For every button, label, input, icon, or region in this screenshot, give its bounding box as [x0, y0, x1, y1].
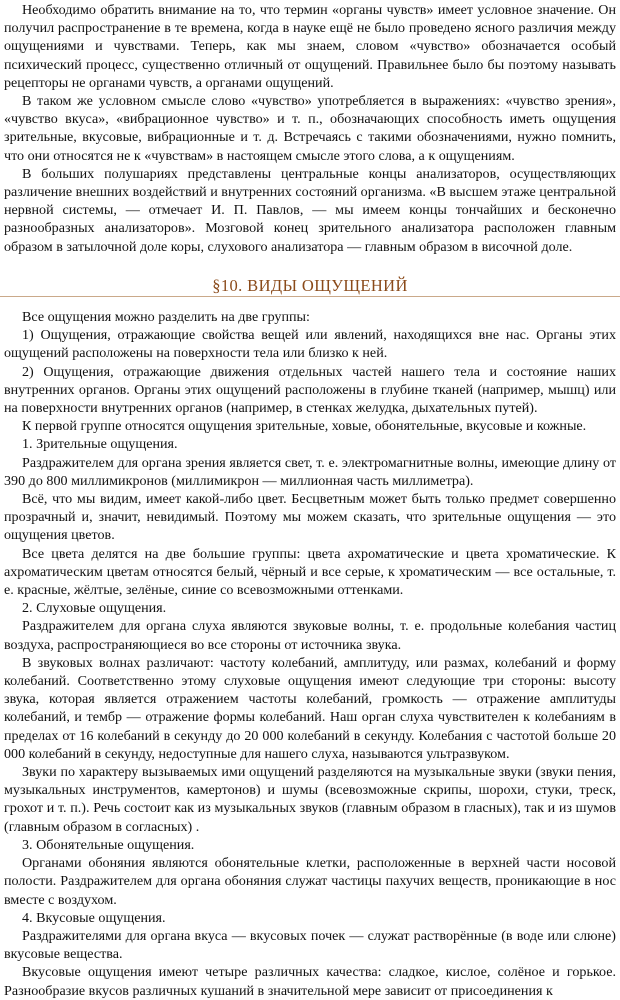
section-text: [4, 308, 616, 1000]
paragraph: Вкусовые ощущения имеют четыре различных качества: сладкое, кислое, солёное и горькое. Разнообразие вкусов различных кушаний в значительной мере зависит от присоединения к: [4, 964, 616, 999]
paragraph: Все ощущения можно разделить на две группы:: [22, 309, 310, 325]
paragraph: Звуки по характеру вызываемых ими ощущений разделяются на музыкальные звуки (звуки пения, музыкальных инструментов, камертонов) и шумы (всевозможные скрипы, шорохи, стуки, треск, грохот и т. п.). Речь состоит как из музыкальных звуков (главным образом в гласных), так и из шумов (главным образом в согласных) .: [4, 764, 616, 835]
paragraph: В звуковых волнах различают: частоту колебаний, амплитуду, или размах, колебаний и форму колебаний. Соответственно этому слуховые ощущения имеют следующие три стороны: высоту звука, которая является отражением частоты колебаний, громкость — отражение амплитуды колебаний, и тембр — отражение формы колебаний. Наш орган слуха чувствителен к колебаниям в пределах от 16 колебаний в секунду до 20 000 колебаний в секунду. Колебания с частотой больше 20 000 колебаний в секунду, недоступные для нашего слуха, называются ультразвуком.: [4, 654, 616, 762]
subheading: 1. Зрительные ощущения.: [22, 436, 178, 453]
subheading: 2. Слуховые ощущения.: [22, 600, 167, 617]
paragraph: В таком же условном смысле слово «чувство» употребляется в выражениях: «чувство зрения», «чувство вкуса», «вибрационное чувство» и т. п., обозначающих способность иметь ощущения зрительные, вкусовые, вибрационные и т. д. Встречаясь с такими обозначениями, нужно помнить, что они относятся не к «чувствам» в настоящем смысле этого слова, а к ощущениям.: [4, 93, 616, 164]
subheading: 3. Обонятельные ощущения.: [22, 836, 195, 853]
paragraph: В больших полушариях представлены центральные концы анализаторов, осуществляющих различение внешних воздействий и внутренних состояний организма. «В высшем этаже центральной нервной системы, — отмечает И. П. Павлов, — мы имеем концы тончайших и бесконечно разнообразных анализаторов». Мозговой конец зрительного анализатора расположен главным образом в затылочной доле коры, слухового анализатора — главным образом в височной доле.: [4, 165, 616, 255]
paragraph: Раздражителями для органа вкуса — вкусовых почек — служат растворённые (в воде или слюне) вкусовые вещества.: [4, 927, 616, 963]
section-divider: [0, 296, 620, 297]
paragraph: Раздражителем для органа слуха являются звуковые волны, т. е. продольные колебания частиц воздуха, распространяющиеся во все стороны от источника звука.: [4, 618, 616, 653]
paragraph: 1) Ощущения, отражающие свойства вещей или явлений, находящихся вне нас. Органы этих ощущений расположены на поверхности тела или близко к ней.: [4, 327, 616, 362]
section-heading: §10. ВИДЫ ОЩУЩЕНИЙ: [212, 276, 408, 295]
subheading: 4. Вкусовые ощущения.: [22, 909, 166, 926]
intro-text: [4, 1, 616, 256]
paragraph: Раздражителем для органа зрения является свет, т. е. электромагнитные волны, имеющие длину от 390 до 800 миллимикронов (миллимикрон — миллионная часть миллиметра).: [4, 454, 616, 489]
paragraph: Необходимо обратить внимание на то, что термин «органы чувств» имеет условное значение. Он получил распространение в те времена, когда в науке ещё не было проведено ясного различия между ощущениями и чувствами. Теперь, как мы знаем, словом «чувство» обозначается особый психический процесс, существенно отличный от ощущений. Правильнее было бы поэтому называть рецепторы не органами чувств, а органами ощущений.: [4, 2, 616, 91]
paragraph: К первой группе относятся ощущения зрительные, ховые, обонятельные, вкусовые и кожные.: [22, 418, 587, 435]
paragraph: Всё, что мы видим, имеет какой-либо цвет. Бесцветным может быть только предмет совершенно прозрачный и, значит, невидимый. Поэтому мы можем сказать, что зрительные ощущения — это ощущения цветов.: [4, 491, 616, 544]
paragraph: Органами обоняния являются обонятельные клетки, расположенные в верхней части носовой полости. Раздражителем для органа обоняния служат частицы пахучих веществ, проникающие в нос вместе с воздухом.: [4, 855, 616, 908]
paragraph: Все цвета делятся на две большие группы: цвета ахроматические и цвета хроматические. К ахроматическим цветам относятся белый, чёрный и все серые, к хроматическим — все остальные, т. е. красные, жёлтые, зелёные, синие со всевозможными оттенками.: [4, 545, 616, 599]
paragraph: 2) Ощущения, отражающие движения отдельных частей нашего тела и состояние наших внутренних органов. Органы этих ощущений расположены в глубине тканей (например, мышц) или на поверхности внутренних органов (например, в стенках желудка, дыхательных путей).: [4, 363, 616, 417]
